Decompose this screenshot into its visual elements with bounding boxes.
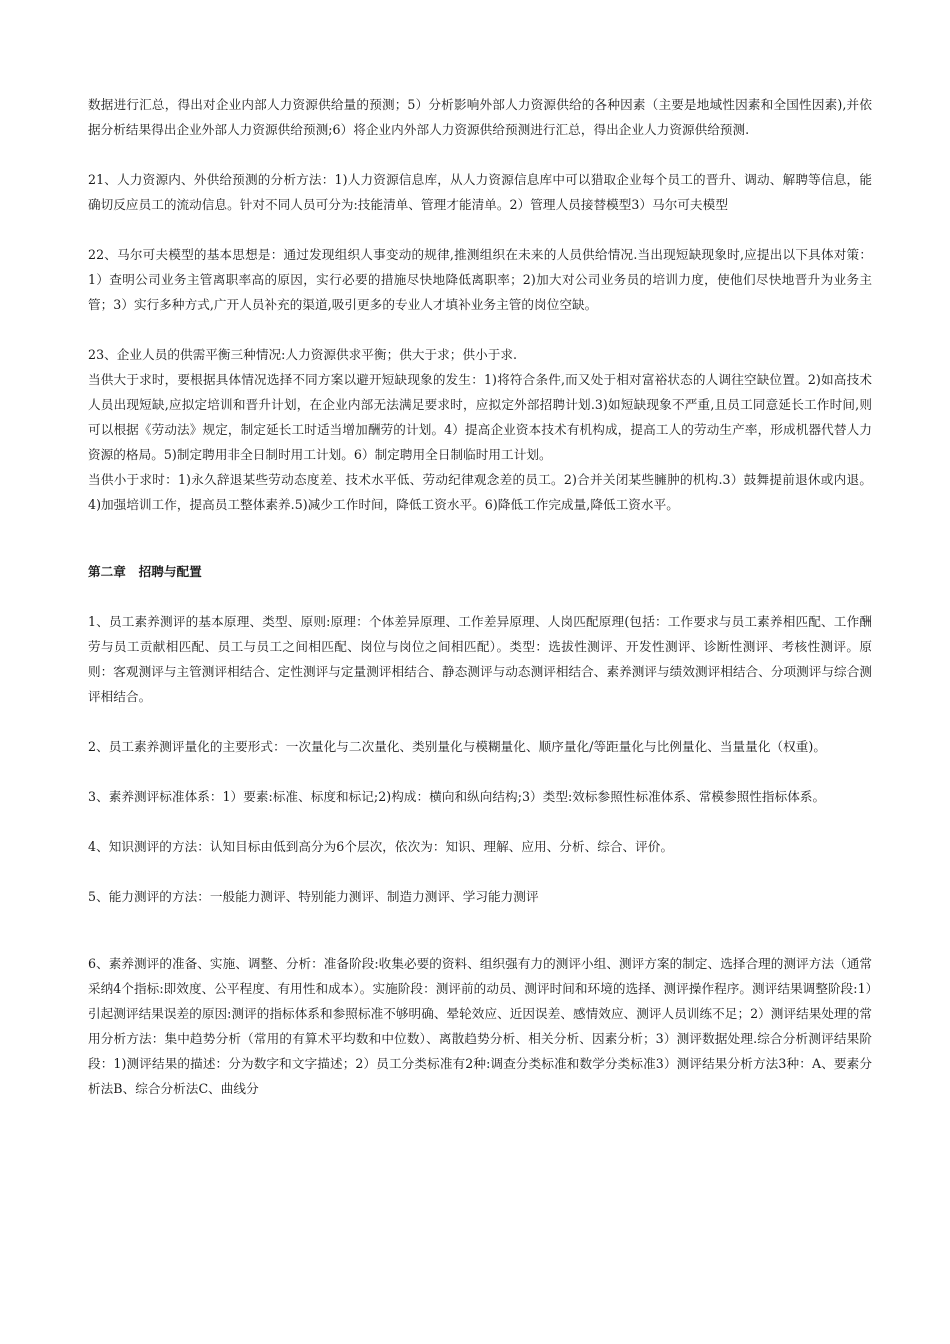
paragraph-c2: 2、员工素养测评量化的主要形式：一次量化与二次量化、类别量化与模糊量化、顺序量化/等距量化与比例量化、当量量化（权重)。 <box>88 739 827 754</box>
paragraph-intro: 数据进行汇总，得出对企业内部人力资源供给量的预测；5）分析影响外部人力资源供给的各种因素（主要是地域性因素和全国性因素),并依据分析结果得出企业外部人力资源供给预测;6）将企业内外部人力资源供给预测进行汇总，得出企业人力资源供给预测. <box>88 97 872 137</box>
paragraph-21: 21、人力资源内、外供给预测的分析方法：1)人力资源信息库，从人力资源信息库中可以猎取企业每个员工的晋升、调动、解聘等信息，能确切反应员工的流动信息。针对不同人员可分为:技能清单、管理才能清单。2）管理人员接替模型3）马尔可夫模型 <box>88 172 872 212</box>
document-page <box>88 92 872 1101</box>
paragraph-c3: 3、素养测评标准体系：1）要素:标准、标度和标记;2)构成：横向和纵向结构;3）类型:效标参照性标准体系、常模参照性指标体系。 <box>88 789 826 804</box>
paragraph-c4: 4、知识测评的方法：认知目标由低到高分为6个层次，依次为：知识、理解、应用、分析、综合、评价。 <box>88 839 674 854</box>
paragraph-22: 22、马尔可夫模型的基本思想是：通过发现组织人事变动的规律,推测组织在未来的人员供给情况.当出现短缺现象时,应提出以下具体对策：1）查明公司业务主管离职率高的原因，实行必要的措施尽快地降低离职率；2)加大对公司业务员的培训力度，使他们尽快地晋升为业务主管；3）实行多种方式,广开人员补充的渠道,吸引更多的专业人才填补业务主管的岗位空缺。 <box>88 247 872 312</box>
paragraph-c6: 6、素养测评的准备、实施、调整、分析：准备阶段:收集必要的资料、组织强有力的测评小组、测评方案的制定、选择合理的测评方法（通常采纳4个指标:即效度、公平程度、有用性和成本）。实施阶段：测评前的动员、测评时间和环境的选择、测评操作程序。测评结果调整阶段:1）引起测评结果误差的原因:测评的指标体系和参照标准不够明确、晕轮效应、近因误差、感情效应、测评人员训练不足；2）测评结果处理的常用分析方法：集中趋势分析（常用的有算术平均数和中位数）、离散趋势分析、相关分析、因素分析；3）测评数据处理.综合分析测评结果阶段：1)测评结果的描述：分为数字和文字描述；2）员工分类标准有2种:调查分类标准和数学分类标准3）测评结果分析方法3种：A、要素分析法B、综合分析法C、曲线分 <box>88 956 872 1096</box>
chapter-title: 第二章 招聘与配置 <box>88 564 202 579</box>
paragraph-c1: 1、员工素养测评的基本原理、类型、原则:原理：个体差异原理、工作差异原理、人岗匹配原理(包括：工作要求与员工素养相匹配、工作酬劳与员工贡献相匹配、员工与员工之间相匹配、岗位与岗位之间相匹配）。类型：选拔性测评、开发性测评、诊断性测评、考核性测评。原则：客观测评与主管测评相结合、定性测评与定量测评相结合、静态测评与动态测评相结合、素养测评与绩效测评相结合、分项测评与综合测评相结合。 <box>88 614 872 704</box>
paragraph-c5: 5、能力测评的方法：一般能力测评、特别能力测评、制造力测评、学习能力测评 <box>88 889 539 904</box>
paragraph-23-shortage: 当供小于求时：1)永久辞退某些劳动态度差、技术水平低、劳动纪律观念差的员工。2)合并关闭某些臃肿的机构.3）鼓舞提前退休或内退。4)加强培训工作，提高员工整体素养.5)减少工作时间，降低工资水平。6)降低工作完成量,降低工资水平。 <box>88 472 872 512</box>
paragraph-23-surplus: 当供大于求时，要根据具体情况选择不同方案以避开短缺现象的发生：1)将符合条件,而又处于相对富裕状态的人调往空缺位置。2)如高技术人员出现短缺,应拟定培训和晋升计划，在企业内部无法满足要求时，应拟定外部招聘计划.3)如短缺现象不严重,且员工同意延长工作时间,则可以根据《劳动法》规定，制定延长工时适当增加酬劳的计划。4）提高企业资本技术有机构成，提高工人的劳动生产率，形成机器代替人力资源的格局。5)制定聘用非全日制时用工计划。6）制定聘用全日制临时用工计划。 <box>88 372 872 462</box>
paragraph-23: 23、企业人员的供需平衡三种情况:人力资源供求平衡；供大于求；供小于求. <box>88 347 518 362</box>
